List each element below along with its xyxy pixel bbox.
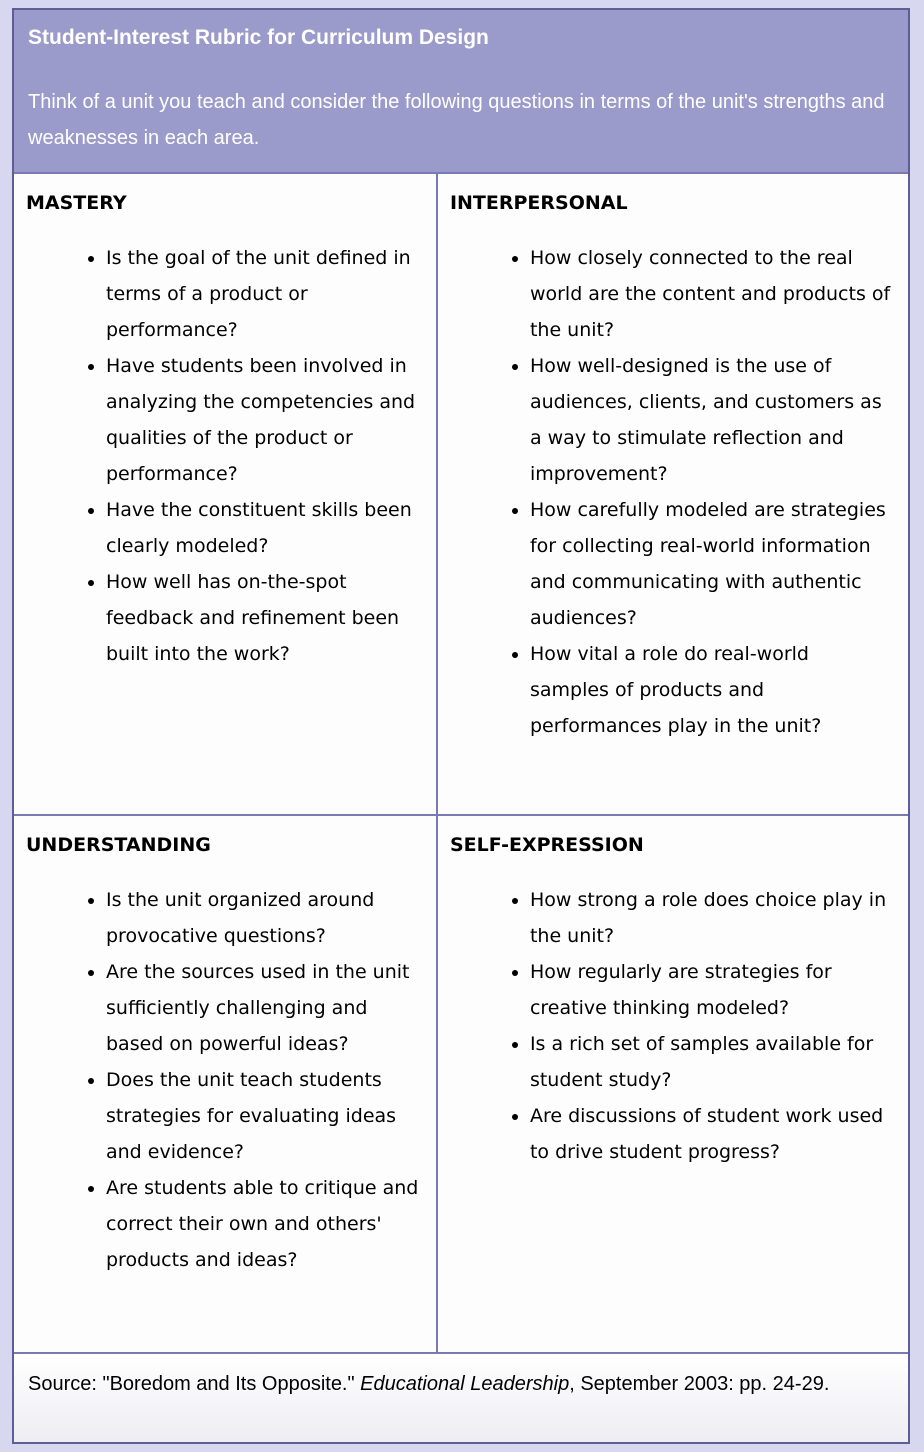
interpersonal-question-list <box>450 240 898 744</box>
cell-interpersonal <box>436 172 908 814</box>
list-item: • How regularly are strategies for creative thinking modeled? <box>530 954 894 1026</box>
list-item: • How well-designed is the use of audiences, clients, and customers as a way to stimulate reflection and improvement? <box>530 348 894 492</box>
cell-heading-understanding: UNDERSTANDING <box>26 834 211 856</box>
cell-understanding <box>14 814 436 1352</box>
page-title: Student-Interest Rubric for Curriculum Design <box>28 26 489 49</box>
list-item: • Is a rich set of samples available for student study? <box>530 1026 894 1098</box>
list-item: • Is the goal of the unit defined in terms of a product or performance? <box>106 240 422 348</box>
list-item: • How carefully modeled are strategies for collecting real-world information and communicating with authentic audiences? <box>530 492 894 636</box>
rubric-row-1 <box>14 172 908 814</box>
journal-title: Educational Leadership <box>360 1373 570 1395</box>
source-footer <box>14 1352 908 1442</box>
source-text-suffix: , September 2003: pp. 24-29. <box>569 1373 830 1395</box>
list-item: • Have the constituent skills been clearly modeled? <box>106 492 422 564</box>
mastery-question-list <box>26 240 426 672</box>
source-text-prefix: Source: "Boredom and Its Opposite." <box>28 1373 361 1395</box>
rubric-table <box>12 8 910 1444</box>
cell-self-expression <box>436 814 908 1352</box>
list-item: • Are the sources used in the unit sufficiently challenging and based on powerful ideas? <box>106 954 422 1062</box>
rubric-row-2 <box>14 814 908 1352</box>
list-item: • How closely connected to the real world are the content and products of the unit? <box>530 240 894 348</box>
list-item: • How strong a role does choice play in the unit? <box>530 882 894 954</box>
cell-heading-mastery: MASTERY <box>26 192 127 214</box>
list-item: • Does the unit teach students strategies for evaluating ideas and evidence? <box>106 1062 422 1170</box>
cell-mastery <box>14 172 436 814</box>
cell-heading-interpersonal: INTERPERSONAL <box>449 192 628 214</box>
understanding-question-list <box>26 882 426 1278</box>
list-item: • Is the unit organized around provocative questions? <box>106 882 422 954</box>
list-item: • Are discussions of student work used to drive student progress? <box>530 1098 894 1170</box>
intro-text: Think of a unit you teach and consider the following questions in terms of the unit's strengths and weaknesses in each area. <box>28 91 885 149</box>
self-expression-question-list <box>450 882 898 1170</box>
list-item: • How vital a role do real-world samples of products and performances play in the unit? <box>530 636 894 744</box>
cell-heading-self-expression: SELF-EXPRESSION <box>449 834 644 856</box>
list-item: • Have students been involved in analyzing the competencies and qualities of the product or performance? <box>106 348 422 492</box>
list-item: • How well has on-the-spot feedback and refinement been built into the work? <box>106 564 422 672</box>
list-item: • Are students able to critique and correct their own and others' products and ideas? <box>106 1170 422 1278</box>
rubric-header <box>14 10 908 172</box>
